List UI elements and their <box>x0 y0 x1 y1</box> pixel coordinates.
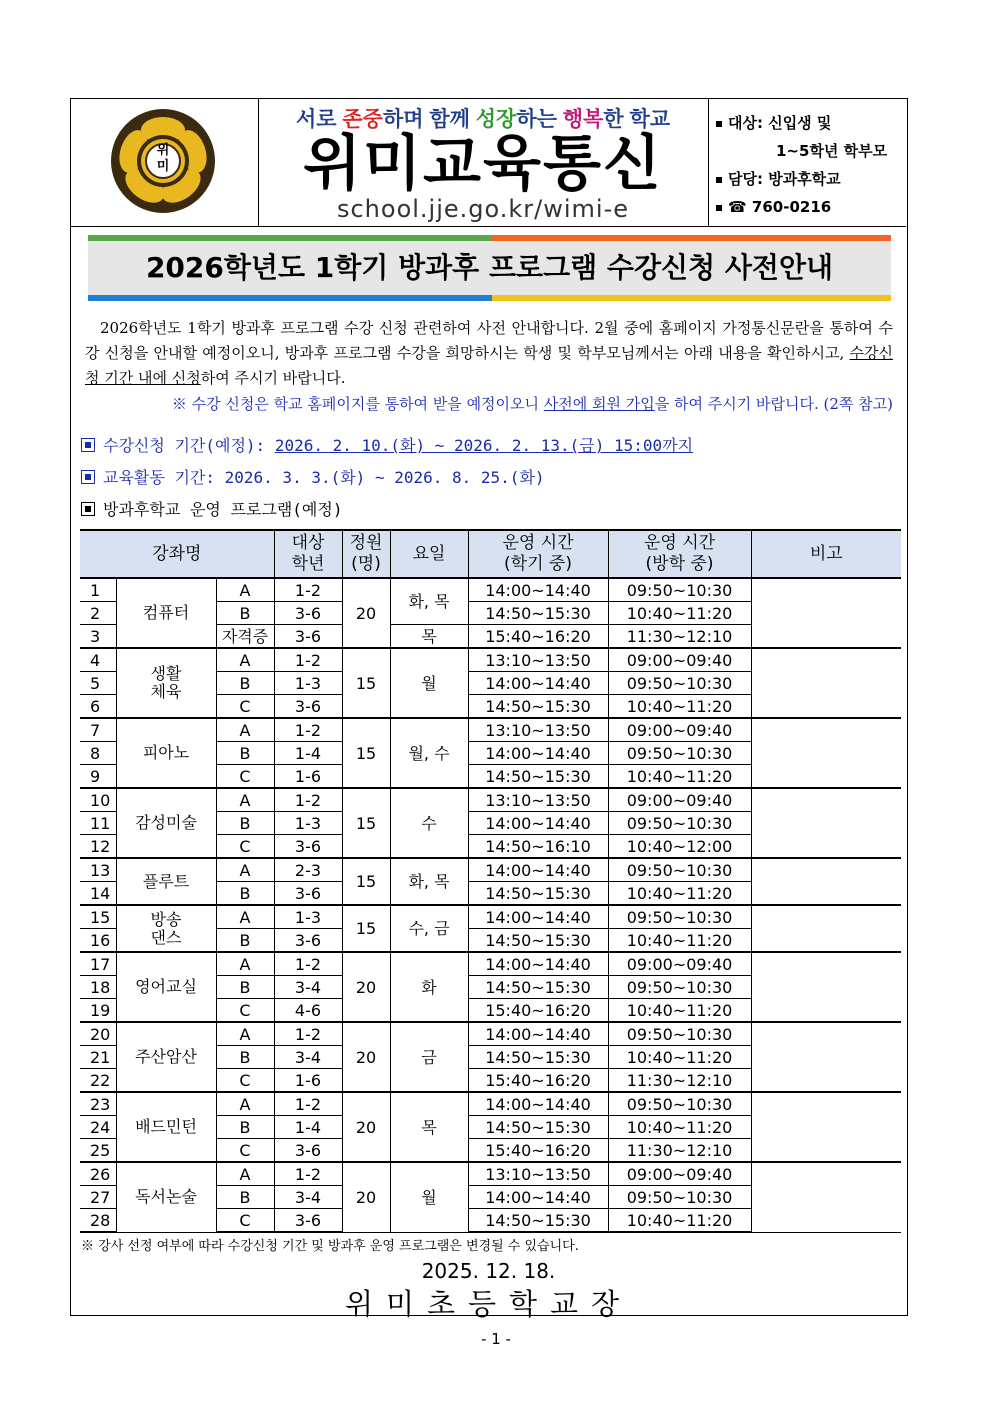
activity-period: 교육활동 기간: 2026. 3. 3.(화) ~ 2026. 8. 25.(화) <box>81 467 545 489</box>
capacity: 15 <box>342 718 390 788</box>
program-table <box>80 529 901 1233</box>
table-row <box>80 952 901 976</box>
remark <box>751 1022 901 1092</box>
row-number: 9 <box>80 765 116 789</box>
time-vacation: 11:30~12:10 <box>608 1069 751 1093</box>
time-vacation: 10:40~11:20 <box>608 1116 751 1139</box>
capacity: 20 <box>342 1092 390 1162</box>
table-row <box>80 1162 901 1186</box>
principal-signature: 위미초등학교장 <box>344 1287 633 1321</box>
course-name: 방송 댄스 <box>116 905 216 952</box>
time-vacation: 09:00~09:40 <box>608 718 751 742</box>
capacity: 15 <box>342 648 390 718</box>
time-vacation: 09:50~10:30 <box>608 672 751 695</box>
time-vacation: 09:50~10:30 <box>608 1022 751 1046</box>
day-of-week: 월 <box>390 648 468 718</box>
time-semester: 14:00~14:40 <box>468 1092 608 1116</box>
time-vacation: 09:50~10:30 <box>608 742 751 765</box>
table-row <box>80 858 901 882</box>
title-bar <box>88 235 891 301</box>
table-row <box>80 788 901 812</box>
header-remark: 비고 <box>751 530 901 578</box>
capacity: 20 <box>342 1022 390 1092</box>
time-vacation: 10:40~11:20 <box>608 929 751 953</box>
time-vacation: 10:40~11:20 <box>608 882 751 906</box>
square-bullet-icon <box>81 502 95 516</box>
row-number: 26 <box>80 1162 116 1186</box>
time-semester: 14:00~14:40 <box>468 905 608 929</box>
row-number: 18 <box>80 976 116 999</box>
class-section: B <box>216 1116 274 1139</box>
time-semester: 14:00~14:40 <box>468 1022 608 1046</box>
header-course: 강좌명 <box>80 530 274 578</box>
capacity: 15 <box>342 788 390 858</box>
target-grade: 1-2 <box>274 1092 342 1116</box>
class-section: A <box>216 858 274 882</box>
course-name: 감성미술 <box>116 788 216 858</box>
school-emblem <box>71 99 259 226</box>
remark <box>751 1092 901 1162</box>
time-semester: 15:40~16:20 <box>468 625 608 649</box>
table-row <box>80 718 901 742</box>
time-vacation: 09:00~09:40 <box>608 788 751 812</box>
course-name: 플루트 <box>116 858 216 905</box>
day-of-week: 금 <box>390 1022 468 1092</box>
time-vacation: 10:40~11:20 <box>608 602 751 625</box>
row-number: 21 <box>80 1046 116 1069</box>
day-of-week: 화, 목 <box>390 858 468 905</box>
newsletter-header <box>71 99 906 227</box>
time-vacation: 10:40~11:20 <box>608 695 751 719</box>
class-section: A <box>216 788 274 812</box>
header-grade: 대상 학년 <box>274 530 342 578</box>
time-semester: 15:40~16:20 <box>468 999 608 1023</box>
row-number: 20 <box>80 1022 116 1046</box>
time-semester: 14:50~15:30 <box>468 602 608 625</box>
target-grade: 1-3 <box>274 905 342 929</box>
class-section: B <box>216 929 274 953</box>
course-name: 배드민턴 <box>116 1092 216 1162</box>
class-section: A <box>216 1092 274 1116</box>
class-section: B <box>216 882 274 906</box>
time-vacation: 11:30~12:10 <box>608 625 751 649</box>
time-semester: 13:10~13:50 <box>468 648 608 672</box>
capacity: 15 <box>342 858 390 905</box>
apply-period: 수강신청 기간(예정): 2026. 2. 10.(화) ~ 2026. 2. 13.(금) 15:00까지 <box>81 435 693 457</box>
row-number: 28 <box>80 1209 116 1233</box>
target-grade: 3-4 <box>274 1046 342 1069</box>
info-contact: 담당: 방과후학교 <box>716 169 841 189</box>
day-of-week: 월, 수 <box>390 718 468 788</box>
target-grade: 2-3 <box>274 858 342 882</box>
day-of-week: 수, 금 <box>390 905 468 952</box>
time-semester: 14:50~15:30 <box>468 765 608 789</box>
table-row <box>80 578 901 602</box>
row-number: 24 <box>80 1116 116 1139</box>
row-number: 22 <box>80 1069 116 1093</box>
time-vacation: 09:00~09:40 <box>608 648 751 672</box>
square-bullet-icon <box>81 438 95 452</box>
header-time-vacation: 운영 시간 (방학 중) <box>608 530 751 578</box>
row-number: 15 <box>80 905 116 929</box>
row-number: 11 <box>80 812 116 835</box>
target-grade: 3-6 <box>274 882 342 906</box>
emblem-text: 위 미 <box>156 143 170 174</box>
time-vacation: 09:50~10:30 <box>608 812 751 835</box>
capacity: 20 <box>342 578 390 648</box>
target-grade: 1-4 <box>274 1116 342 1139</box>
time-semester: 13:10~13:50 <box>468 788 608 812</box>
time-semester: 13:10~13:50 <box>468 1162 608 1186</box>
row-number: 13 <box>80 858 116 882</box>
class-section: A <box>216 648 274 672</box>
remark <box>751 952 901 1022</box>
class-section: C <box>216 765 274 789</box>
target-grade: 3-4 <box>274 976 342 999</box>
class-section: B <box>216 976 274 999</box>
time-vacation: 09:00~09:40 <box>608 952 751 976</box>
page-number: - 1 - <box>481 1330 511 1348</box>
class-section: 자격증 <box>216 625 274 649</box>
header-capacity: 정원 (명) <box>342 530 390 578</box>
square-bullet-icon <box>81 470 95 484</box>
day-of-week: 목 <box>390 625 468 649</box>
row-number: 27 <box>80 1186 116 1209</box>
time-vacation: 09:50~10:30 <box>608 858 751 882</box>
remark <box>751 1162 901 1232</box>
class-section: B <box>216 602 274 625</box>
time-semester: 14:50~15:30 <box>468 882 608 906</box>
course-name: 생활 체육 <box>116 648 216 718</box>
time-vacation: 09:50~10:30 <box>608 905 751 929</box>
target-grade: 4-6 <box>274 999 342 1023</box>
class-section: A <box>216 905 274 929</box>
row-number: 12 <box>80 835 116 859</box>
target-grade: 3-6 <box>274 929 342 953</box>
target-grade: 3-6 <box>274 1209 342 1233</box>
time-vacation: 09:50~10:30 <box>608 976 751 999</box>
day-of-week: 화, 목 <box>390 578 468 625</box>
capacity: 15 <box>342 905 390 952</box>
time-semester: 14:50~15:30 <box>468 976 608 999</box>
time-semester: 15:40~16:20 <box>468 1139 608 1163</box>
time-semester: 14:50~15:30 <box>468 929 608 953</box>
remark <box>751 858 901 905</box>
remark <box>751 648 901 718</box>
row-number: 23 <box>80 1092 116 1116</box>
time-semester: 14:00~14:40 <box>468 812 608 835</box>
class-section: A <box>216 1022 274 1046</box>
row-number: 4 <box>80 648 116 672</box>
day-of-week: 수 <box>390 788 468 858</box>
time-semester: 14:50~15:30 <box>468 1116 608 1139</box>
time-vacation: 10:40~11:20 <box>608 999 751 1023</box>
row-number: 7 <box>80 718 116 742</box>
target-grade: 1-6 <box>274 765 342 789</box>
target-grade: 1-2 <box>274 1022 342 1046</box>
time-semester: 14:50~15:30 <box>468 1046 608 1069</box>
time-vacation: 09:50~10:30 <box>608 578 751 602</box>
target-grade: 1-2 <box>274 952 342 976</box>
target-grade: 1-3 <box>274 672 342 695</box>
row-number: 17 <box>80 952 116 976</box>
target-grade: 1-2 <box>274 1162 342 1186</box>
class-section: B <box>216 742 274 765</box>
time-vacation: 10:40~11:20 <box>608 765 751 789</box>
target-grade: 1-4 <box>274 742 342 765</box>
day-of-week: 목 <box>390 1092 468 1162</box>
class-section: B <box>216 812 274 835</box>
course-name: 독서논술 <box>116 1162 216 1232</box>
table-row <box>80 905 901 929</box>
intro-paragraph: 2026학년도 1학기 방과후 프로그램 수강 신청 관련하여 사전 안내합니다. 2월 중에 홈페이지 가정통신문란을 통하여 수강 신청을 안내할 예정이오니, 방과후 프로그램 수강을 희망하시는 학생 및 학부모님께서는 아래 내용을 확인하시고, 수강신청 기간 내에 신청하여 주시기 바랍니다. <box>85 319 893 387</box>
remark <box>751 718 901 788</box>
class-section: C <box>216 1139 274 1163</box>
row-number: 6 <box>80 695 116 719</box>
footnote: ※ 강사 선정 여부에 따라 수강신청 기간 및 방과후 운영 프로그램은 변경될 수 있습니다. <box>81 1239 579 1254</box>
class-section: A <box>216 952 274 976</box>
row-number: 5 <box>80 672 116 695</box>
time-semester: 14:50~16:10 <box>468 835 608 859</box>
course-name: 컴퓨터 <box>116 578 216 648</box>
time-vacation: 11:30~12:10 <box>608 1139 751 1163</box>
course-name: 주산암산 <box>116 1022 216 1092</box>
target-grade: 3-6 <box>274 625 342 649</box>
row-number: 16 <box>80 929 116 953</box>
time-semester: 14:00~14:40 <box>468 952 608 976</box>
table-row <box>80 1022 901 1046</box>
target-grade: 1-3 <box>274 812 342 835</box>
header-time-semester: 운영 시간 (학기 중) <box>468 530 608 578</box>
target-grade: 3-4 <box>274 1186 342 1209</box>
class-section: B <box>216 672 274 695</box>
target-grade: 3-6 <box>274 695 342 719</box>
row-number: 25 <box>80 1139 116 1163</box>
time-semester: 14:00~14:40 <box>468 578 608 602</box>
table-row <box>80 648 901 672</box>
remark <box>751 788 901 858</box>
document-title: 2026학년도 1학기 방과후 프로그램 수강신청 사전안내 <box>88 241 891 295</box>
row-number: 3 <box>80 625 116 649</box>
info-phone: ☎ 760-0216 <box>716 197 831 217</box>
target-grade: 1-6 <box>274 1069 342 1093</box>
class-section: C <box>216 999 274 1023</box>
target-grade: 3-6 <box>274 1139 342 1163</box>
header-info <box>708 99 906 226</box>
time-semester: 13:10~13:50 <box>468 718 608 742</box>
table-row <box>80 1092 901 1116</box>
time-semester: 14:00~14:40 <box>468 858 608 882</box>
time-vacation: 10:40~11:20 <box>608 1209 751 1233</box>
signup-note: ※ 수강 신청은 학교 홈페이지를 통하여 받을 예정이오니 사전에 회원 가입을 하여 주시기 바랍니다. (2쪽 참고) <box>171 395 893 413</box>
target-grade: 1-2 <box>274 648 342 672</box>
capacity: 20 <box>342 952 390 1022</box>
day-of-week: 월 <box>390 1162 468 1232</box>
class-section: B <box>216 1186 274 1209</box>
class-section: A <box>216 718 274 742</box>
time-semester: 14:50~15:30 <box>468 1209 608 1233</box>
class-section: C <box>216 1069 274 1093</box>
masthead <box>258 99 709 226</box>
row-number: 1 <box>80 578 116 602</box>
remark <box>751 905 901 952</box>
class-section: C <box>216 1209 274 1233</box>
info-target: 대상: 신입생 및 <box>716 113 831 133</box>
day-of-week: 화 <box>390 952 468 1022</box>
table-header-row <box>80 530 901 578</box>
time-semester: 14:00~14:40 <box>468 1186 608 1209</box>
target-grade: 3-6 <box>274 602 342 625</box>
target-grade: 1-2 <box>274 788 342 812</box>
target-grade: 1-2 <box>274 718 342 742</box>
row-number: 19 <box>80 999 116 1023</box>
target-grade: 3-6 <box>274 835 342 859</box>
class-section: A <box>216 1162 274 1186</box>
document-frame <box>70 98 908 1321</box>
time-semester: 14:00~14:40 <box>468 742 608 765</box>
time-vacation: 10:40~12:00 <box>608 835 751 859</box>
row-number: 2 <box>80 602 116 625</box>
row-number: 14 <box>80 882 116 906</box>
time-vacation: 09:00~09:40 <box>608 1162 751 1186</box>
remark <box>751 578 901 648</box>
school-url: school.jje.go.kr/wimi-e <box>336 195 630 223</box>
capacity: 20 <box>342 1162 390 1232</box>
time-semester: 14:00~14:40 <box>468 672 608 695</box>
target-grade: 1-2 <box>274 578 342 602</box>
row-number: 8 <box>80 742 116 765</box>
time-semester: 15:40~16:20 <box>468 1069 608 1093</box>
class-section: C <box>216 835 274 859</box>
header-day: 요일 <box>390 530 468 578</box>
course-name: 피아노 <box>116 718 216 788</box>
time-vacation: 09:50~10:30 <box>608 1186 751 1209</box>
program-heading: 방과후학교 운영 프로그램(예정) <box>81 499 342 521</box>
class-section: B <box>216 1046 274 1069</box>
time-semester: 14:50~15:30 <box>468 695 608 719</box>
issue-date: 2025. 12. 18. <box>421 1259 556 1283</box>
class-section: A <box>216 578 274 602</box>
course-name: 영어교실 <box>116 952 216 1022</box>
row-number: 10 <box>80 788 116 812</box>
school-slogan: 서로 존중하며 함께 성장하는 행복한 학교 <box>295 108 671 131</box>
class-section: C <box>216 695 274 719</box>
newsletter-title: 위미교육통신 <box>303 129 663 199</box>
info-target-detail: 1~5학년 학부모 <box>776 142 888 160</box>
time-vacation: 09:50~10:30 <box>608 1092 751 1116</box>
time-vacation: 10:40~11:20 <box>608 1046 751 1069</box>
